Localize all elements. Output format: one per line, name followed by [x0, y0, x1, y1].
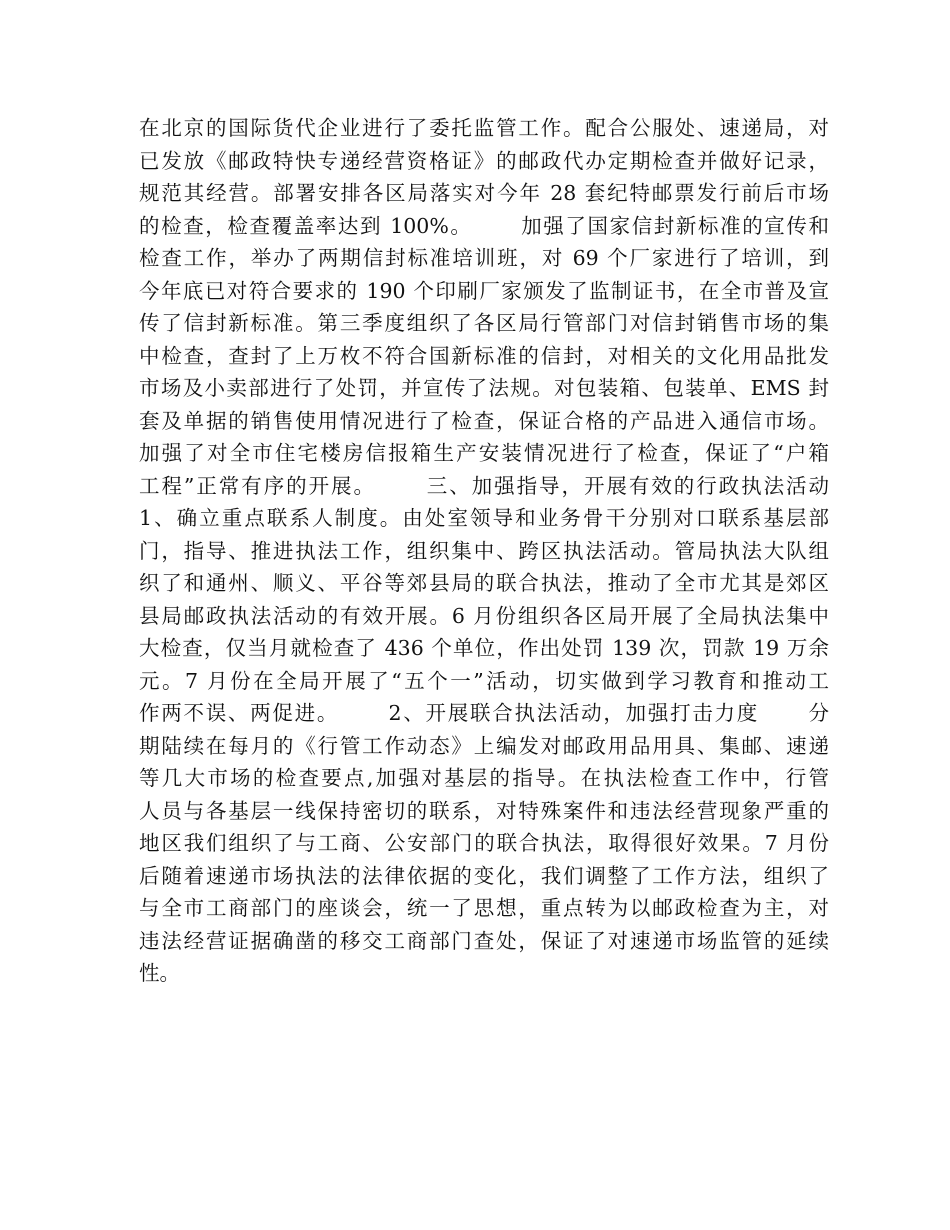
- text-line: 规范其经营。部署安排各区局落实对今年 28 套纪特邮票发行前后市场: [139, 181, 829, 205]
- text-line: 元。7 月份在全局开展了“五个一”活动，切实做到学习教育和推动工: [139, 668, 829, 693]
- text-line: 织了和通州、顺义、平谷等郊县局的联合执法，推动了全市尤其是郊区: [139, 571, 829, 595]
- body-text: [139, 112, 829, 990]
- text-line: 1、确立重点联系人制度。由处室领导和业务骨干分别对口联系基层部: [139, 506, 829, 530]
- text-line: 检查工作，举办了两期信封标准培训班，对 69 个厂家进行了培训，到: [139, 246, 829, 270]
- text-line: 大检查，仅当月就检查了 436 个单位，作出处罚 139 次，罚款 19 万余: [139, 636, 829, 660]
- text-line: 地区我们组织了与工商、公安部门的联合执法，取得很好效果。7 月份: [139, 831, 829, 855]
- text-line: 的检查，检查覆盖率达到 100%。 加强了国家信封新标准的宣传和: [139, 213, 829, 238]
- text-line: 今年底已对符合要求的 190 个印刷厂家颁发了监制证书，在全市普及宣: [139, 278, 829, 303]
- text-line: 中检查，查封了上万枚不符合国新标准的信封，对相关的文化用品批发: [139, 343, 829, 368]
- text-line: 与全市工商部门的座谈会，统一了思想，重点转为以邮政检查为主，对: [139, 896, 829, 920]
- text-line: 性。: [139, 961, 180, 985]
- text-line: 违法经营证据确凿的移交工商部门查处，保证了对速递市场监管的延续: [139, 928, 829, 953]
- text-line: 在北京的国际货代企业进行了委托监管工作。配合公服处、速递局，对: [139, 116, 829, 140]
- text-line: 市场及小卖部进行了处罚，并宣传了法规。对包装箱、包装单、EMS 封: [139, 376, 829, 400]
- text-line: 等几大市场的检查要点,加强对基层的指导。在执法检查工作中，行管: [139, 766, 829, 790]
- text-line: 人员与各基层一线保持密切的联系，对特殊案件和违法经营现象严重的: [139, 798, 829, 823]
- text-line: 传了信封新标准。第三季度组织了各区局行管部门对信封销售市场的集: [139, 311, 829, 335]
- text-line: 县局邮政执法活动的有效开展。6 月份组织各区局开展了全局执法集中: [139, 603, 829, 628]
- text-line: 已发放《邮政特快专递经营资格证》的邮政代办定期检查并做好记录，: [139, 148, 829, 173]
- text-line: 套及单据的销售使用情况进行了检查，保证合格的产品进入通信市场。: [139, 408, 829, 433]
- text-line: 工程”正常有序的开展。 三、加强指导，开展有效的行政执法活动: [139, 473, 829, 498]
- text-line: 期陆续在每月的《行管工作动态》上编发对邮政用品用具、集邮、速递: [139, 733, 829, 758]
- text-line: 后随着速递市场执法的法律依据的变化，我们调整了工作方法，组织了: [139, 863, 829, 888]
- text-line: 作两不误、两促进。 2、开展联合执法活动，加强打击力度 分: [139, 701, 829, 725]
- text-line: 加强了对全市住宅楼房信报箱生产安装情况进行了检查，保证了“户箱: [139, 441, 829, 465]
- text-line: 门，指导、推进执法工作，组织集中、跨区执法活动。管局执法大队组: [139, 538, 829, 563]
